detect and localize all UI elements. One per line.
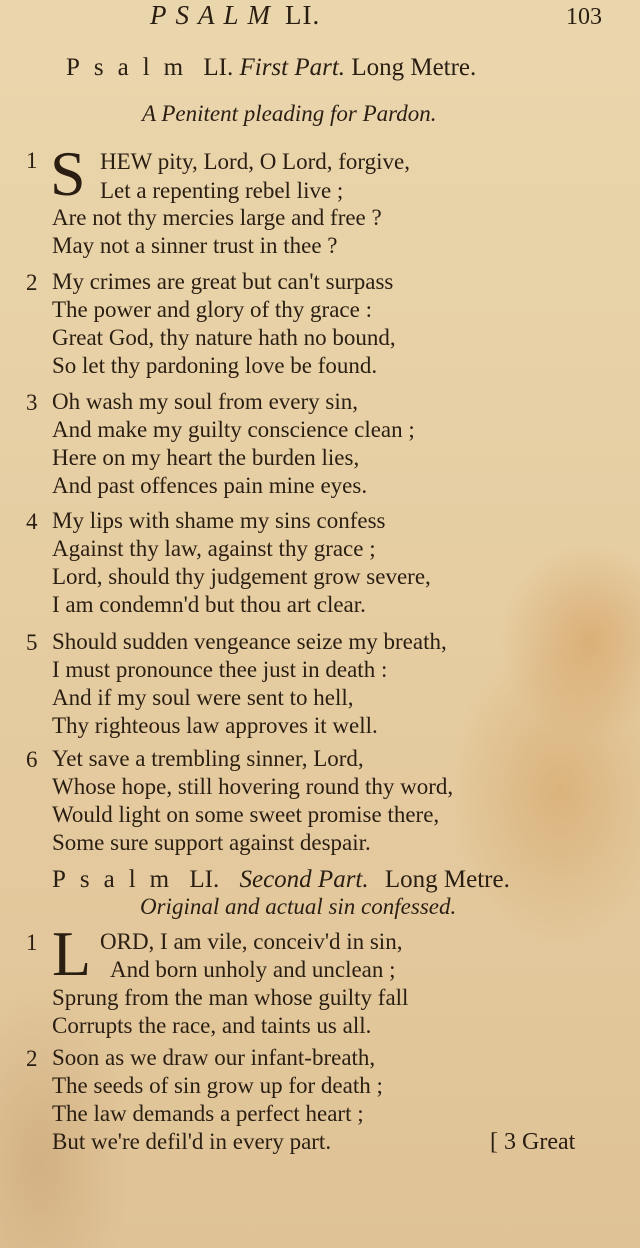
verse-number: 3	[26, 390, 38, 415]
part-heading-part: First Part.	[239, 54, 346, 81]
verse-line: May not a sinner trust in thee ?	[52, 233, 338, 258]
verse-line: HEW pity, Lord, O Lord, forgive,	[100, 149, 411, 174]
part-heading-psalm: Psalm	[52, 866, 184, 893]
verse-line: So let thy pardoning love be found.	[52, 353, 378, 378]
verse-line: Whose hope, still hovering round thy word,	[52, 774, 454, 799]
verse-number: 1	[26, 930, 38, 955]
verse-line: And born unholy and unclean ;	[110, 957, 396, 982]
verse-line: The power and glory of thy grace :	[52, 297, 372, 322]
verse-line: Sprung from the man whose guilty fall	[52, 985, 409, 1010]
verse-line: Lord, should thy judgement grow severe,	[52, 564, 431, 589]
part-heading-number: LI.	[203, 54, 234, 81]
verse-line: Should sudden vengeance seize my breath,	[52, 629, 447, 654]
verse-line: Great God, thy nature hath no bound,	[52, 325, 396, 350]
verse-number: 5	[26, 630, 38, 655]
verse-line: Are not thy mercies large and free ?	[52, 205, 382, 230]
part-heading-number: LI.	[189, 866, 220, 893]
verse-number: 2	[26, 1046, 38, 1071]
verse-line: Here on my heart the burden lies,	[52, 445, 360, 470]
running-head-number: LI.	[285, 0, 321, 30]
verse-line: Yet save a trembling sinner, Lord,	[52, 746, 364, 771]
running-head-title: PSALM	[150, 0, 279, 30]
verse-line: Soon as we draw our infant-breath,	[52, 1045, 376, 1070]
part-subtitle-second: Original and actual sin confessed.	[140, 894, 457, 919]
verse-number: 2	[26, 270, 38, 295]
part-heading-part: Second Part.	[239, 866, 369, 893]
verse-line: Some sure support against despair.	[52, 830, 371, 855]
drop-cap: L	[52, 918, 92, 989]
verse-line: The seeds of sin grow up for death ;	[52, 1073, 383, 1098]
verse-line: Against thy law, against thy grace ;	[52, 536, 376, 561]
verse-line: I must pronounce thee just in death :	[52, 657, 388, 682]
part-heading-first	[66, 54, 476, 82]
drop-cap: S	[50, 138, 86, 209]
part-heading-psalm: Psalm	[66, 54, 198, 81]
verse-line: My crimes are great but can't surpass	[52, 269, 394, 294]
verse-line: And past offences pain mine eyes.	[52, 473, 368, 498]
verse-line: And make my guilty conscience clean ;	[52, 417, 415, 442]
verse-line: And if my soul were sent to hell,	[52, 685, 354, 710]
catchword: [ 3 Great	[490, 1129, 576, 1155]
verse-line: My lips with shame my sins confess	[52, 508, 386, 533]
verse-number: 1	[26, 148, 38, 173]
verse-number: 4	[26, 509, 38, 534]
part-subtitle-first: A Penitent pleading for Pardon.	[142, 101, 437, 126]
verse-line: I am condemn'd but thou art clear.	[52, 592, 366, 617]
verse-line: Thy righteous law approves it well.	[52, 713, 378, 738]
verse-line: Let a repenting rebel live ;	[100, 178, 344, 203]
verse-line: Would light on some sweet promise there,	[52, 802, 440, 827]
running-head	[150, 0, 320, 31]
part-heading-metre: Long Metre.	[384, 866, 510, 893]
part-heading-second	[52, 866, 510, 894]
verse-number: 6	[26, 747, 38, 772]
verse-line: ORD, I am vile, conceiv'd in sin,	[100, 929, 403, 954]
verse-line: But we're defil'd in every part.	[52, 1129, 332, 1154]
verse-line: Corrupts the race, and taints us all.	[52, 1013, 372, 1038]
verse-line: Oh wash my soul from every sin,	[52, 389, 358, 414]
part-heading-metre: Long Metre.	[351, 54, 477, 81]
page-number: 103	[566, 4, 602, 30]
verse-line: The law demands a perfect heart ;	[52, 1101, 364, 1126]
